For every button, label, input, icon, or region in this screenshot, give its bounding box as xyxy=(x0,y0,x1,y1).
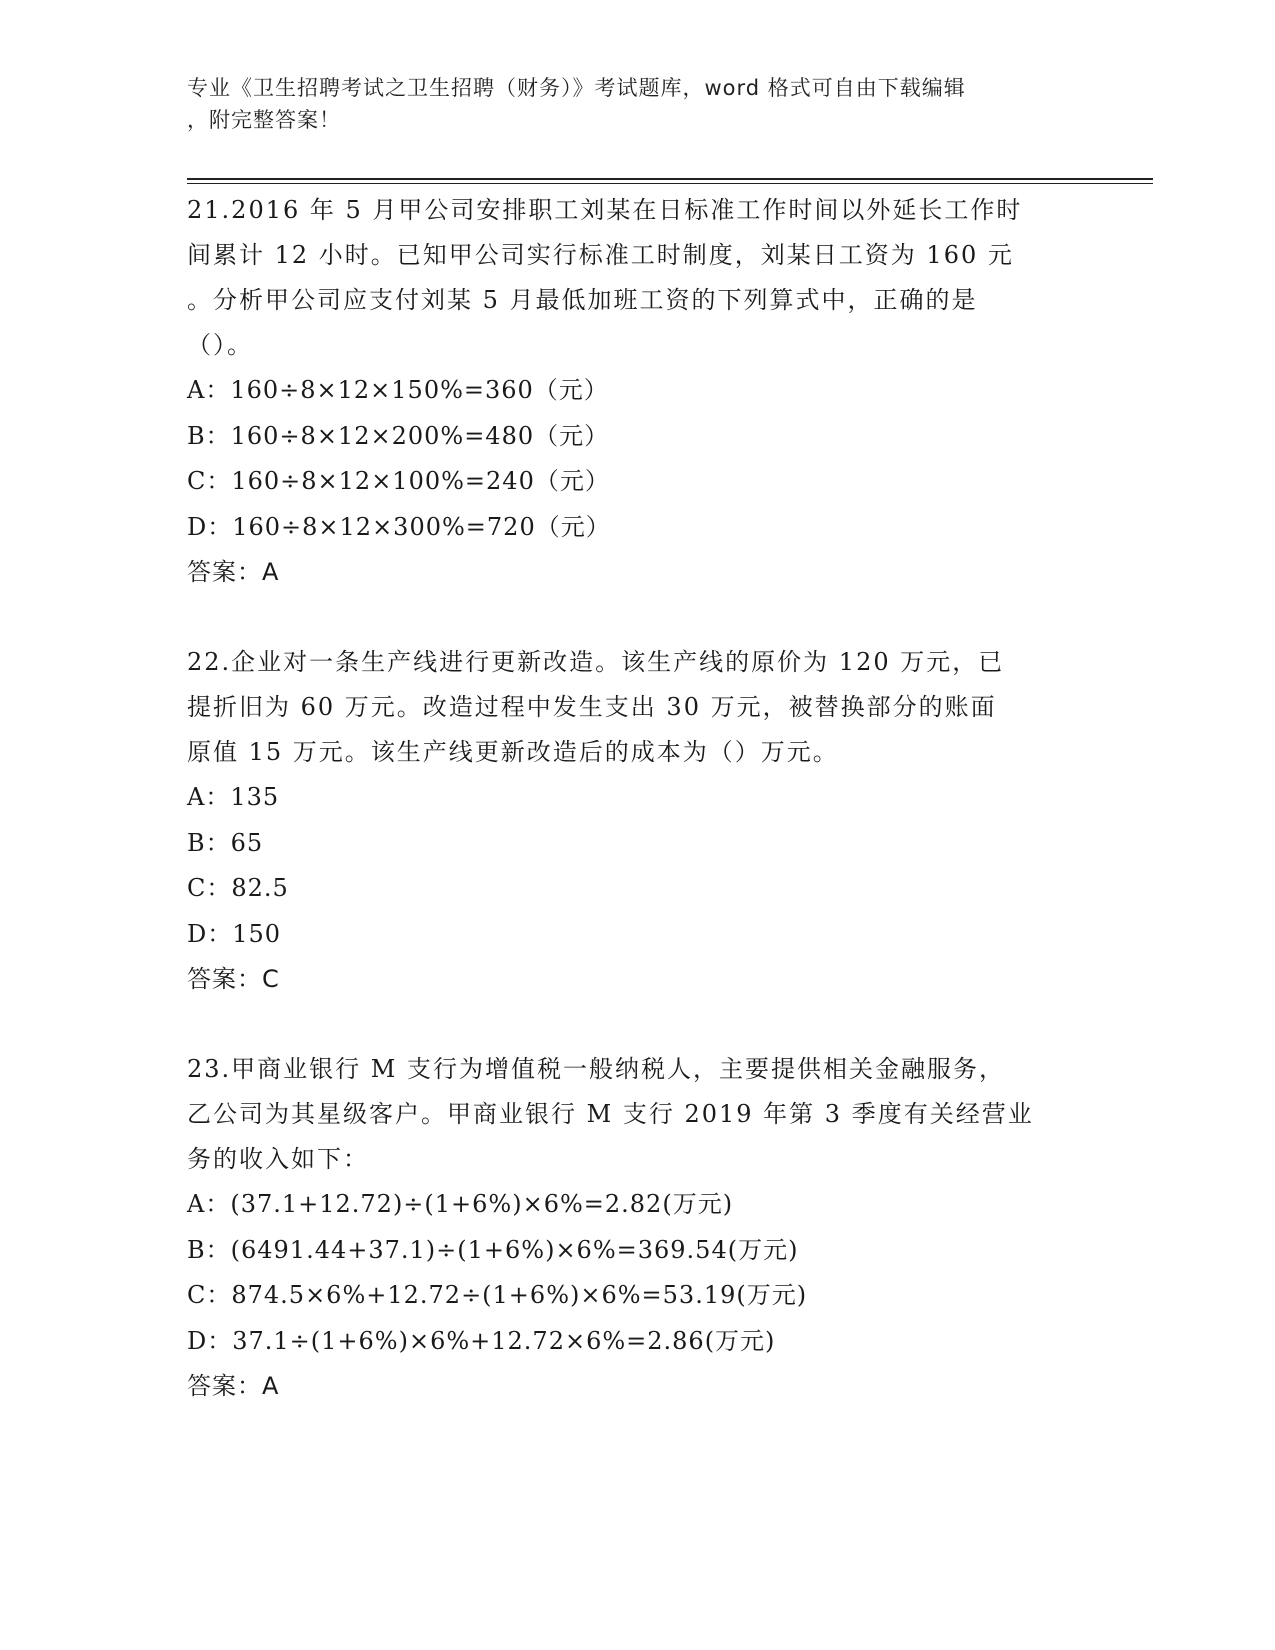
option-d: D：150 xyxy=(187,919,282,948)
option-b: B：160÷8×12×200%=480（元） xyxy=(187,421,610,450)
question-text-line: 提折旧为 60 万元。改造过程中发生支出 30 万元，被替换部分的账面 xyxy=(187,693,997,721)
question-text-line: 务的收入如下： xyxy=(187,1145,369,1173)
question-text-line: 乙公司为其星级客户。甲商业银行 M 支行 2019 年第 3 季度有关经营业 xyxy=(187,1100,1034,1128)
answer-text: 答案：C xyxy=(187,965,280,993)
option-c: C：874.5×6%+12.72÷(1+6%)×6%=53.19(万元) xyxy=(187,1281,808,1309)
option-a: A：160÷8×12×150%=360（元） xyxy=(187,376,609,404)
question-21 xyxy=(187,188,1087,595)
document-header xyxy=(187,72,1067,136)
question-spacer xyxy=(187,595,1087,640)
option-c: C：82.5 xyxy=(187,874,289,902)
question-22 xyxy=(187,640,1087,1002)
answer-text: 答案：A xyxy=(187,558,280,586)
option-b: B：(6491.44+37.1)÷(1+6%)×6%=369.54(万元) xyxy=(187,1235,799,1264)
question-text-line: 23.甲商业银行 M 支行为增值税一般纳税人，主要提供相关金融服务， xyxy=(187,1055,1005,1083)
question-text-line: （）。 xyxy=(187,331,253,359)
question-spacer xyxy=(187,1002,1087,1047)
header-divider-thick xyxy=(187,178,1153,180)
header-line-1: 专业《卫生招聘考试之卫生招聘（财务）》考试题库，word 格式可自由下载编辑 xyxy=(187,76,966,100)
question-text-line: 原值 15 万元。该生产线更新改造后的成本为（）万元。 xyxy=(187,738,839,766)
option-a: A：(37.1+12.72)÷(1+6%)×6%=2.82(万元) xyxy=(187,1190,734,1218)
question-text-line: 22.企业对一条生产线进行更新改造。该生产线的原价为 120 万元，已 xyxy=(187,648,1005,676)
question-text-line: 。分析甲公司应支付刘某 5 月最低加班工资的下列算式中，正确的是 xyxy=(187,286,978,314)
question-23 xyxy=(187,1047,1087,1409)
question-text-line: 21.2016 年 5 月甲公司安排职工刘某在日标准工作时间以外延长工作时 xyxy=(187,196,1023,224)
option-b: B：65 xyxy=(187,828,264,857)
option-a: A：135 xyxy=(187,783,280,811)
answer-text: 答案：A xyxy=(187,1372,280,1400)
option-d: D：160÷8×12×300%=720（元） xyxy=(187,512,611,541)
question-text-line: 间累计 12 小时。已知甲公司实行标准工时制度，刘某日工资为 160 元 xyxy=(187,241,1014,269)
question-list xyxy=(187,188,1087,1409)
option-c: C：160÷8×12×100%=240（元） xyxy=(187,467,610,495)
header-divider-thin xyxy=(187,183,1153,184)
option-d: D：37.1÷(1+6%)×6%+12.72×6%=2.86(万元) xyxy=(187,1326,776,1355)
header-line-2: ，附完整答案！ xyxy=(187,108,341,132)
